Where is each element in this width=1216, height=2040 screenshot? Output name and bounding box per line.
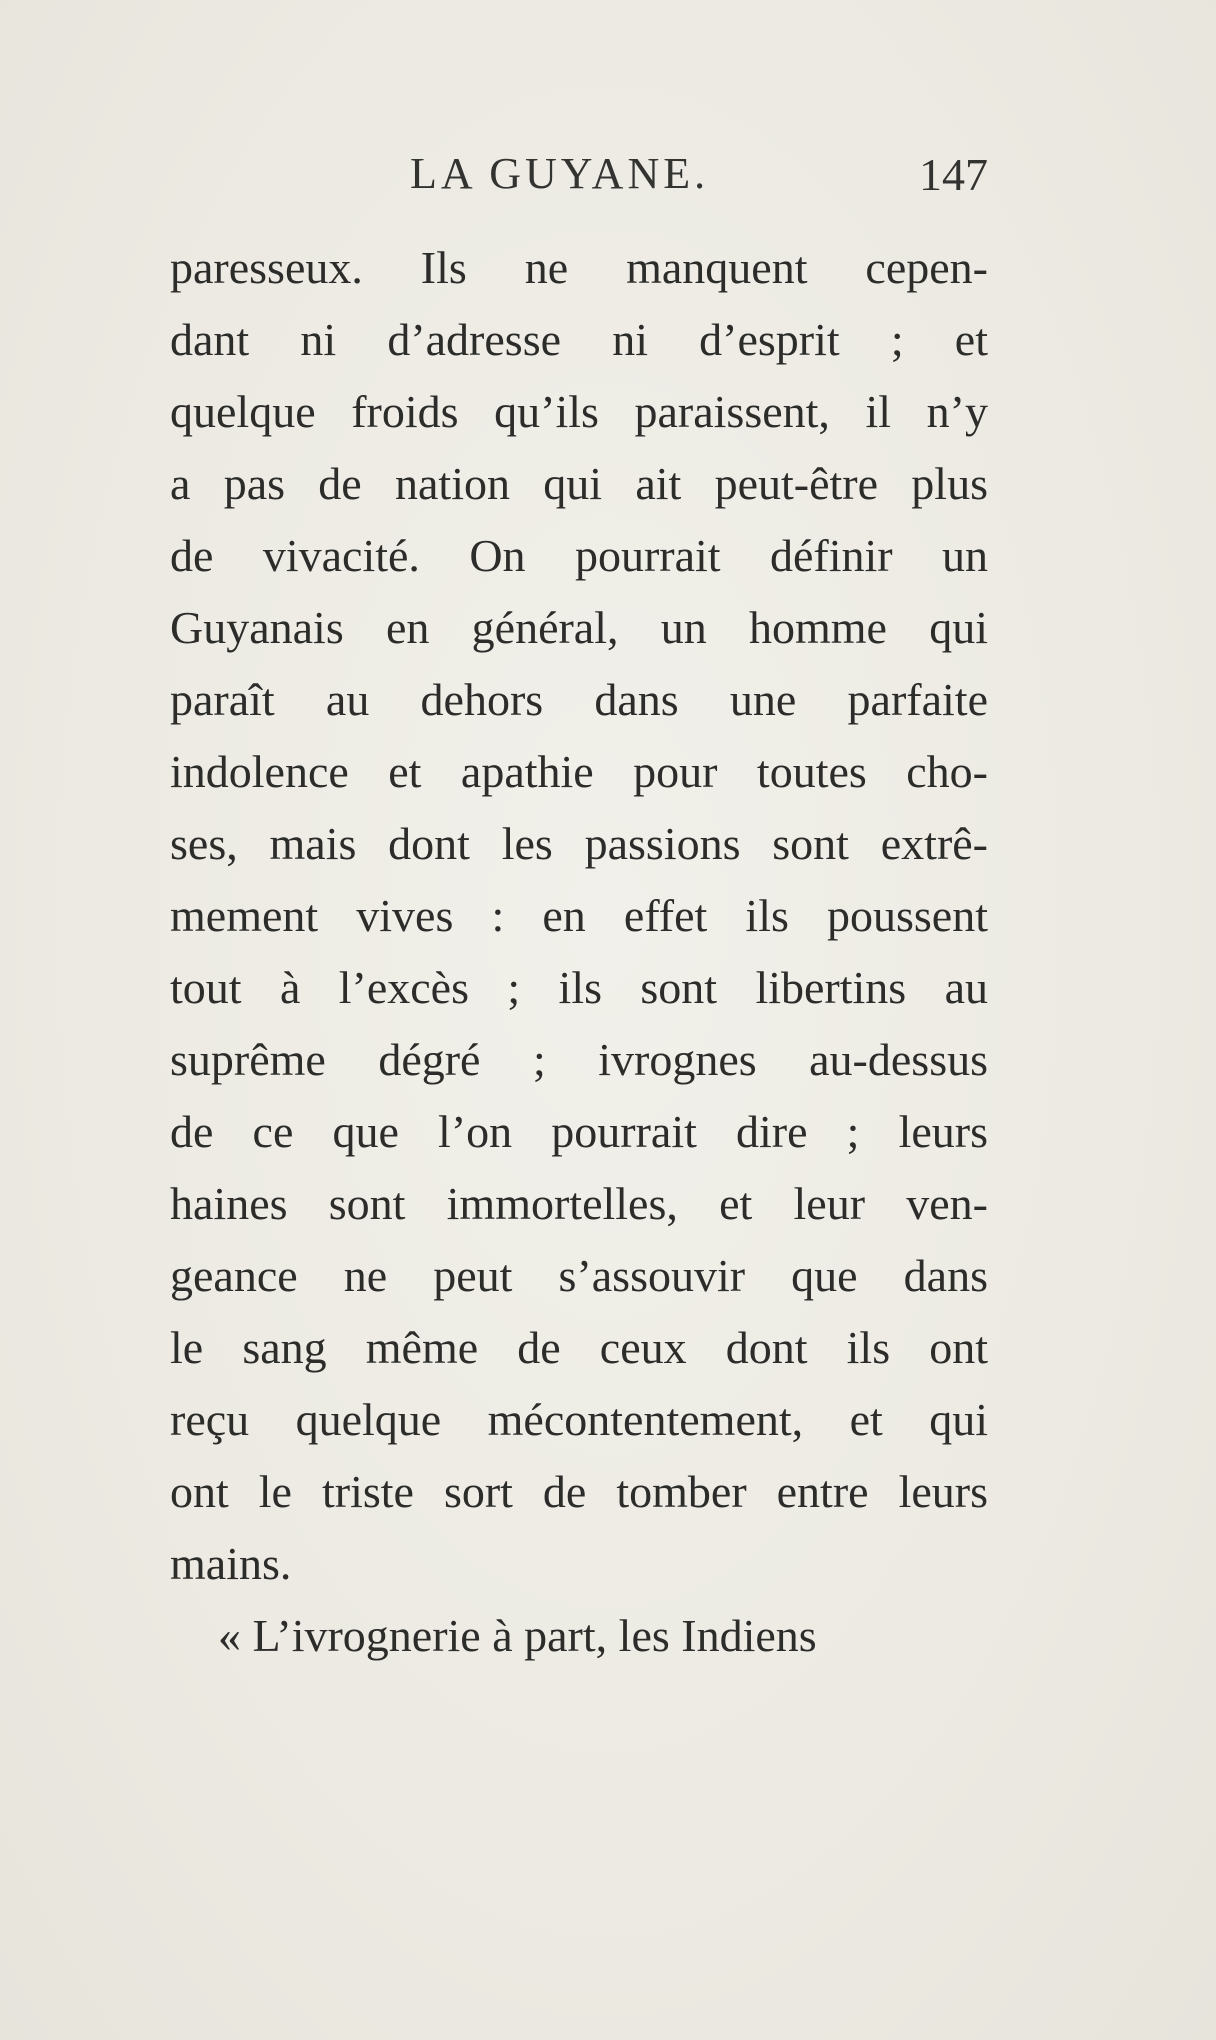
text-line: « L’ivrognerie à part, les Indiens [218, 1610, 817, 1661]
text-line: a pas de nation qui ait peut-être plus [170, 458, 988, 509]
text-line: mains. [170, 1538, 292, 1589]
body-text [170, 232, 988, 1672]
text-line: indolence et apathie pour toutes cho- [170, 746, 988, 797]
text-line: mement vives : en effet ils poussent [170, 890, 988, 941]
text-line: geance ne peut s’assouvir que dans [170, 1250, 988, 1301]
running-head [170, 148, 988, 208]
text-line: dant ni d’adresse ni d’esprit ; et [170, 314, 988, 365]
text-line: tout à l’excès ; ils sont libertins au [170, 962, 988, 1013]
text-line: quelque froids qu’ils paraissent, il n’y [170, 386, 988, 437]
text-line: le sang même de ceux dont ils ont [170, 1322, 988, 1373]
text-line: paresseux. Ils ne manquent cepen- [170, 242, 988, 293]
text-line: paraît au dehors dans une parfaite [170, 674, 988, 725]
text-line: de ce que l’on pourrait dire ; leurs [170, 1106, 988, 1157]
text-line: Guyanais en général, un homme qui [170, 602, 988, 653]
page-number: 147 [919, 149, 988, 200]
text-line: haines sont immortelles, et leur ven- [170, 1178, 988, 1229]
running-title: LA GUYANE. [410, 149, 710, 198]
text-line: ses, mais dont les passions sont extrê- [170, 818, 988, 869]
text-line: suprême dégré ; ivrognes au-dessus [170, 1034, 988, 1085]
text-line: ont le triste sort de tomber entre leurs [170, 1466, 988, 1517]
text-line: de vivacité. On pourrait définir un [170, 530, 988, 581]
text-line: reçu quelque mécontentement, et qui [170, 1394, 988, 1445]
